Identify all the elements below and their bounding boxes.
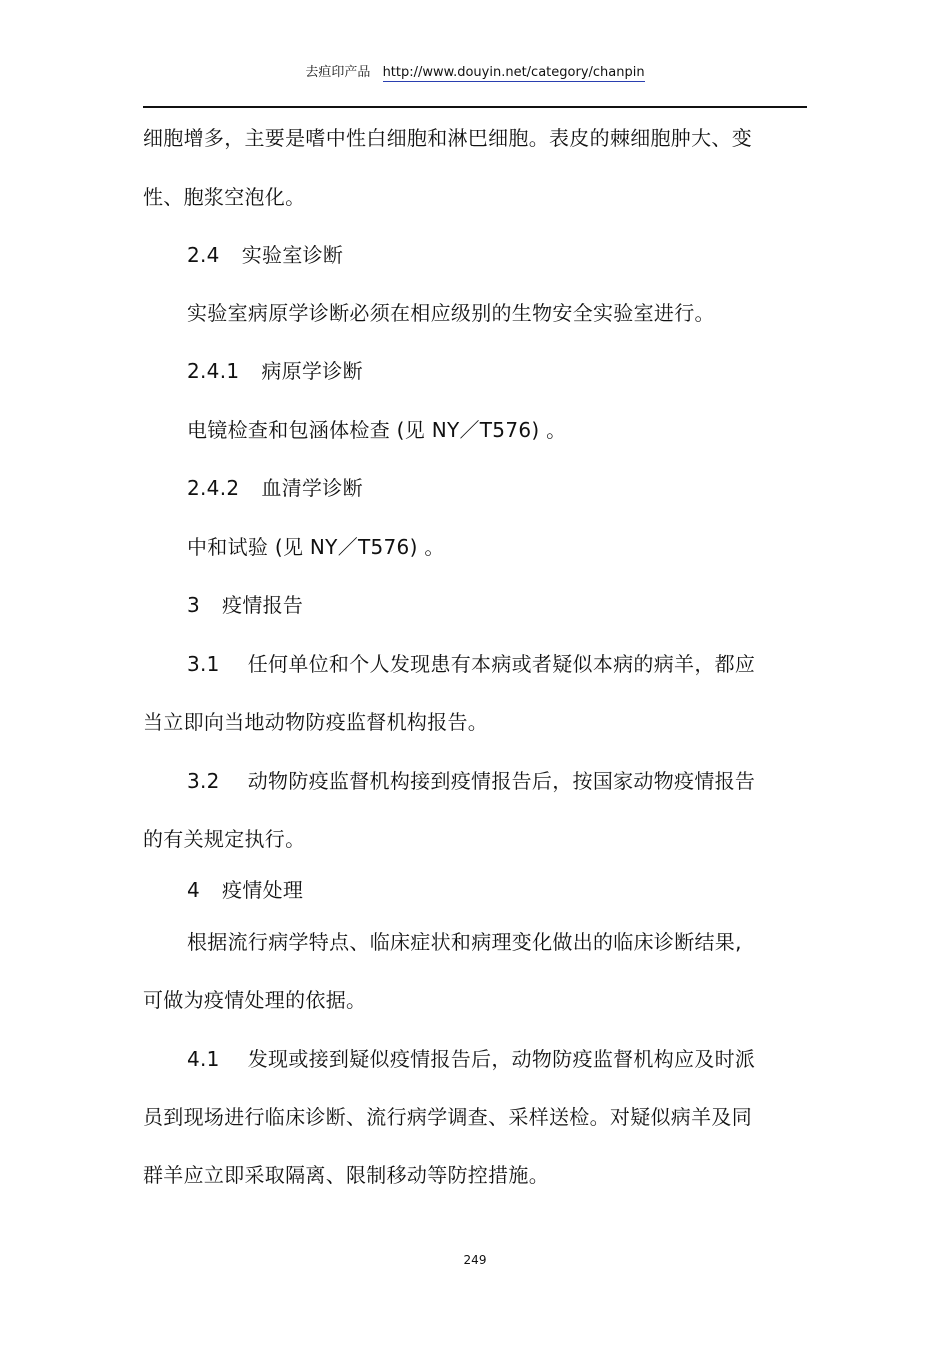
page-header xyxy=(0,64,950,82)
header-url-link[interactable]: http://www.douyin.net/category/chanpin xyxy=(382,65,645,80)
paragraph-line: 细胞增多，主要是嗜中性白细胞和淋巴细胞。表皮的棘细胞肿大、变 xyxy=(143,126,752,150)
paragraph-line: 群羊应立即采取隔离、限制移动等防控措施。 xyxy=(143,1163,549,1187)
page-number: 249 xyxy=(463,1253,487,1267)
section-heading-3 xyxy=(187,591,303,619)
section-title: 疫情处理 xyxy=(222,878,304,902)
section-text: 发现或接到疑似疫情报告后，动物防疫监督机构应及时派 xyxy=(247,1047,756,1071)
section-number: 4.1 xyxy=(187,1047,220,1071)
section-3-1-line xyxy=(187,650,755,678)
section-number: 2.4.1 xyxy=(187,359,240,383)
paragraph-line: 当立即向当地动物防疫监督机构报告。 xyxy=(143,710,489,734)
section-number: 3.2 xyxy=(187,769,220,793)
paragraph-line: 根据流行病学特点、临床症状和病理变化做出的临床诊断结果, xyxy=(187,930,742,954)
header-divider xyxy=(143,106,807,108)
section-title: 实验室诊断 xyxy=(241,243,344,267)
paragraph-line: 的有关规定执行。 xyxy=(143,827,306,851)
section-number: 4 xyxy=(187,878,201,902)
section-number: 3.1 xyxy=(187,652,220,676)
paragraph-line: 可做为疫情处理的依据。 xyxy=(143,988,367,1012)
section-heading-2-4 xyxy=(187,241,343,269)
section-number: 2.4.2 xyxy=(187,476,240,500)
paragraph-line: 电镜检查和包涵体检查 (见 NY／T576) 。 xyxy=(187,418,567,442)
paragraph-line: 中和试验 (见 NY／T576) 。 xyxy=(187,535,445,559)
section-title: 血清学诊断 xyxy=(261,476,363,500)
section-number: 3 xyxy=(187,593,201,617)
section-title: 病原学诊断 xyxy=(261,359,363,383)
section-4-1-line xyxy=(187,1045,755,1073)
section-title: 疫情报告 xyxy=(222,593,304,617)
paragraph-line: 性、胞浆空泡化。 xyxy=(143,185,306,209)
header-label: 去疸印产品 xyxy=(305,65,371,80)
section-3-2-line xyxy=(187,767,755,795)
section-heading-4 xyxy=(187,876,303,904)
section-text: 动物防疫监督机构接到疫情报告后，按国家动物疫情报告 xyxy=(247,769,756,793)
section-text: 任何单位和个人发现患有本病或者疑似本病的病羊，都应 xyxy=(247,652,756,676)
paragraph-line: 员到现场进行临床诊断、流行病学调查、采样送检。对疑似病羊及同 xyxy=(143,1105,752,1129)
paragraph-line: 实验室病原学诊断必须在相应级别的生物安全实验室进行。 xyxy=(187,301,715,325)
section-number: 2.4 xyxy=(187,243,220,267)
section-heading-2-4-2 xyxy=(187,474,363,502)
section-heading-2-4-1 xyxy=(187,357,363,385)
